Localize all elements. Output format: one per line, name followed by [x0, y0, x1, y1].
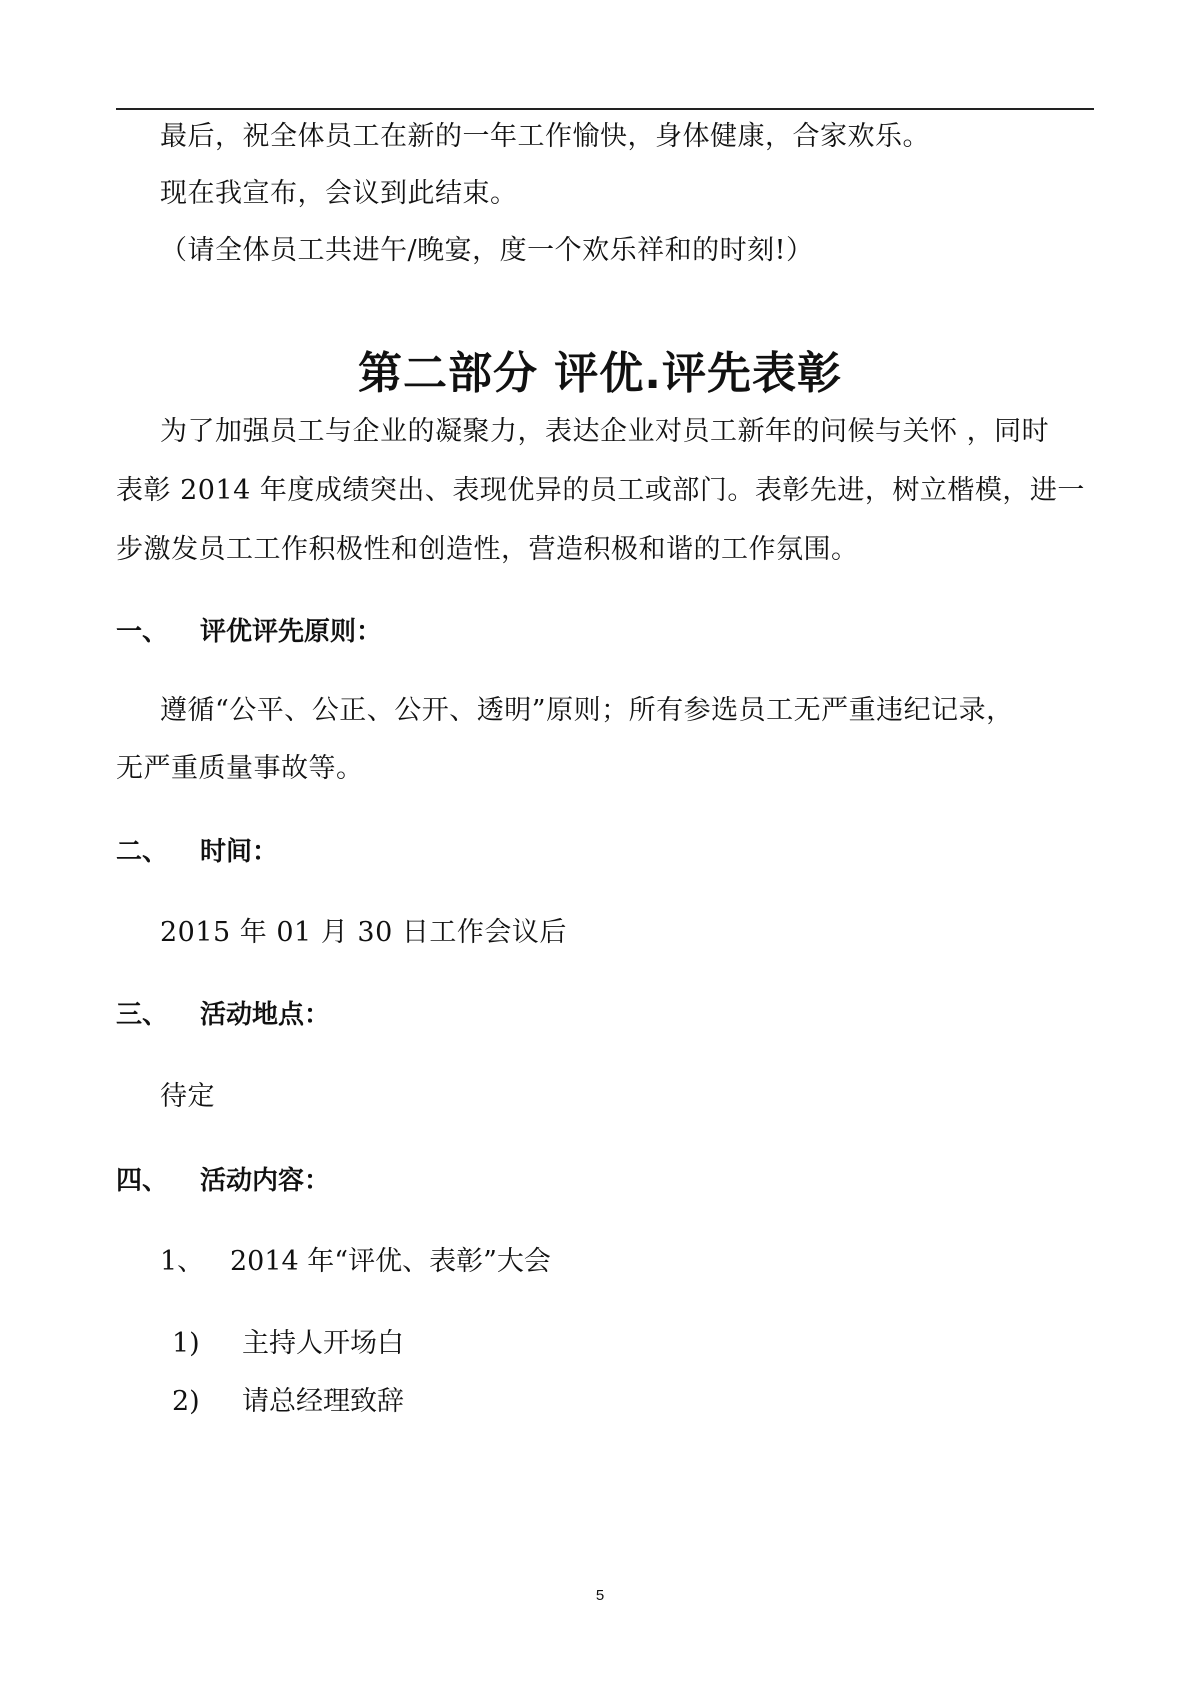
section-title: 活动地点： — [200, 1000, 331, 1030]
section-heading-time — [116, 835, 278, 869]
header-rule — [116, 108, 1094, 110]
list-text: 请总经理致辞 — [242, 1386, 404, 1417]
principles-line-2: 无严重质量事故等。 — [116, 753, 364, 784]
sub-item-opening-remarks — [172, 1327, 404, 1361]
section-number: 二、 — [116, 837, 169, 867]
principles-line-1: 遵循“公平、公正、公开、透明”原则；所有参选员工无严重违纪记录， — [160, 695, 1014, 726]
time-value: 2015 年 01 月 30 日工作会议后 — [160, 917, 567, 948]
sub-item-gm-speech — [172, 1385, 404, 1419]
purpose-paragraph-line-2: 表彰 2014 年度成绩突出、表现优异的员工或部门。表彰先进，树立楷模，进一 — [116, 475, 1085, 506]
section-number: 四、 — [116, 1166, 169, 1196]
section-heading-content — [116, 1164, 330, 1198]
location-value: 待定 — [160, 1081, 215, 1112]
closing-line-announcement: 现在我宣布，会议到此结束。 — [160, 178, 518, 209]
list-text: 主持人开场白 — [242, 1328, 404, 1359]
section-heading-principles — [116, 615, 382, 649]
section-title: 时间： — [200, 837, 279, 867]
page-number: 5 — [595, 1587, 605, 1604]
closing-line-banquet-note: （请全体员工共进午/晚宴，度一个欢乐祥和的时刻!） — [160, 235, 814, 266]
section-number: 三、 — [116, 1000, 169, 1030]
list-number: 1) — [172, 1328, 200, 1359]
content-item-1 — [160, 1245, 551, 1279]
purpose-paragraph-line-3: 步激发员工工作积极性和创造性，营造积极和谐的工作氛围。 — [116, 534, 859, 565]
section-number: 一、 — [116, 617, 169, 647]
list-number: 2) — [172, 1386, 200, 1417]
section-title: 评优评先原则： — [200, 617, 383, 647]
section-heading-location — [116, 998, 330, 1032]
list-text: 2014 年“评优、表彰”大会 — [230, 1246, 551, 1277]
part-title: 第二部分 评优.评先表彰 — [357, 348, 843, 399]
section-title: 活动内容： — [200, 1166, 331, 1196]
list-number: 1、 — [160, 1246, 205, 1277]
purpose-paragraph-line-1: 为了加强员工与企业的凝聚力，表达企业对员工新年的问候与关怀 ，同时 — [160, 416, 1050, 447]
closing-line-wishes: 最后，祝全体员工在新的一年工作愉快，身体健康，合家欢乐。 — [160, 121, 930, 152]
